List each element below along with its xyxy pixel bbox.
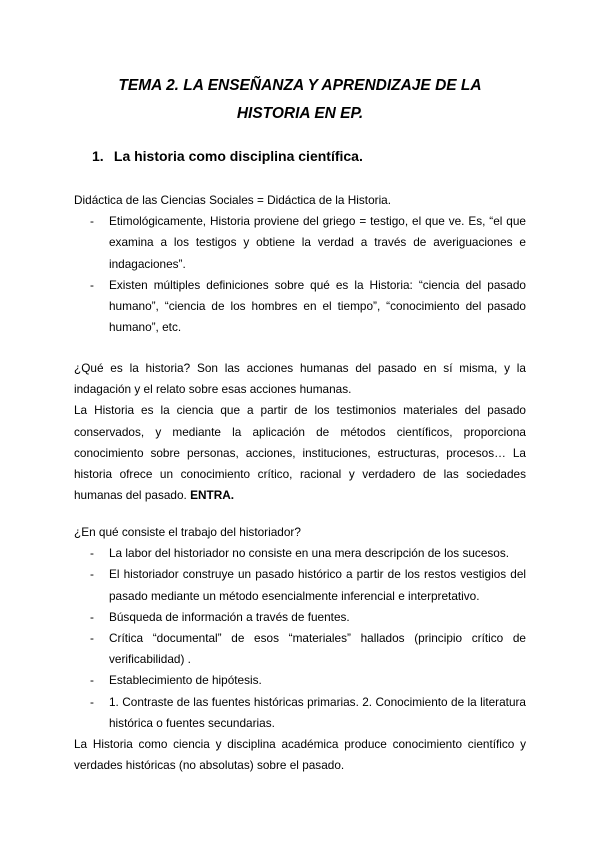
trabajo-block xyxy=(74,522,526,776)
list-item-text: Crítica “documental” de esos “materiales” hallados (principio crítico de verificabilidad) . xyxy=(109,631,526,667)
list-item xyxy=(74,670,526,691)
list-dash: - xyxy=(90,214,94,229)
final-paragraph: La Historia como ciencia y disciplina académica produce conocimiento científico y verdades históricas (no absolutas) sobre el pasado. xyxy=(74,737,526,773)
section-heading xyxy=(92,148,363,164)
list-item xyxy=(74,692,526,734)
list-item-text: 1. Contraste de las fuentes históricas primarias. 2. Conocimiento de la literatura histórica o fuentes secundarias. xyxy=(109,694,526,730)
definitions-list xyxy=(74,211,526,338)
list-item xyxy=(74,628,526,670)
historian-list xyxy=(74,543,526,734)
list-item xyxy=(74,564,526,606)
list-item xyxy=(74,607,526,628)
list-dash: - xyxy=(90,694,94,709)
title-line-1: TEMA 2. LA ENSEÑANZA Y APRENDIZAJE DE LA xyxy=(118,77,482,94)
list-dash: - xyxy=(90,609,94,624)
list-dash: - xyxy=(90,567,94,582)
entra-label: ENTRA. xyxy=(190,488,235,503)
list-item-text: Etimológicamente, Historia proviene del griego = testigo, el que ve. Es, “el que examina a los testigos y obtiene la verdad a través de averiguaciones e indagaciones”. xyxy=(109,214,526,271)
list-dash: - xyxy=(90,277,94,292)
list-item-text: Búsqueda de información a través de fuentes. xyxy=(109,609,350,624)
intro-paragraph: Didáctica de las Ciencias Sociales = Didáctica de la Historia. xyxy=(74,193,392,207)
trabajo-question: ¿En qué consiste el trabajo del historiador? xyxy=(74,525,301,539)
document-title xyxy=(75,72,525,128)
list-dash: - xyxy=(90,546,94,561)
list-item-text: La labor del historiador no consiste en una mera descripción de los sucesos. xyxy=(109,546,510,561)
que-es-paragraph: ¿Qué es la historia? Son las acciones humanas del pasado en sí misma, y la indagación y el relato sobre esas acciones humanas. xyxy=(74,361,526,397)
ciencia-text: La Historia es la ciencia que a partir de los testimonios materiales del pasado conservados, y mediante la aplicación de métodos científicos, proporciona conocimiento sobre personas, acciones, instituciones, estructuras, procesos… La historia ofrece un conocimiento crítico, racional y verdadero de las sociedades humanas del pasado. xyxy=(74,403,526,503)
list-item-text: El historiador construye un pasado histórico a partir de los restos vestigios del pasado mediante un método esencialmente inferencial e interpretativo. xyxy=(109,567,526,603)
list-item xyxy=(74,543,526,564)
intro-block xyxy=(74,190,526,338)
que-es-block xyxy=(74,358,526,506)
ciencia-paragraph xyxy=(74,400,526,506)
list-item xyxy=(74,211,526,275)
list-item xyxy=(74,275,526,339)
title-line-2: HISTORIA EN EP. xyxy=(236,105,364,122)
list-dash: - xyxy=(90,673,94,688)
list-dash: - xyxy=(90,631,94,646)
section-number: 1. xyxy=(92,148,104,164)
section-title: La historia como disciplina científica. xyxy=(113,148,363,164)
list-item-text: Establecimiento de hipótesis. xyxy=(109,673,262,688)
list-item-text: Existen múltiples definiciones sobre qué es la Historia: “ciencia del pasado humano”, “ciencia de los hombres en el tiempo”, “conocimiento del pasado humano”, etc. xyxy=(109,277,526,335)
